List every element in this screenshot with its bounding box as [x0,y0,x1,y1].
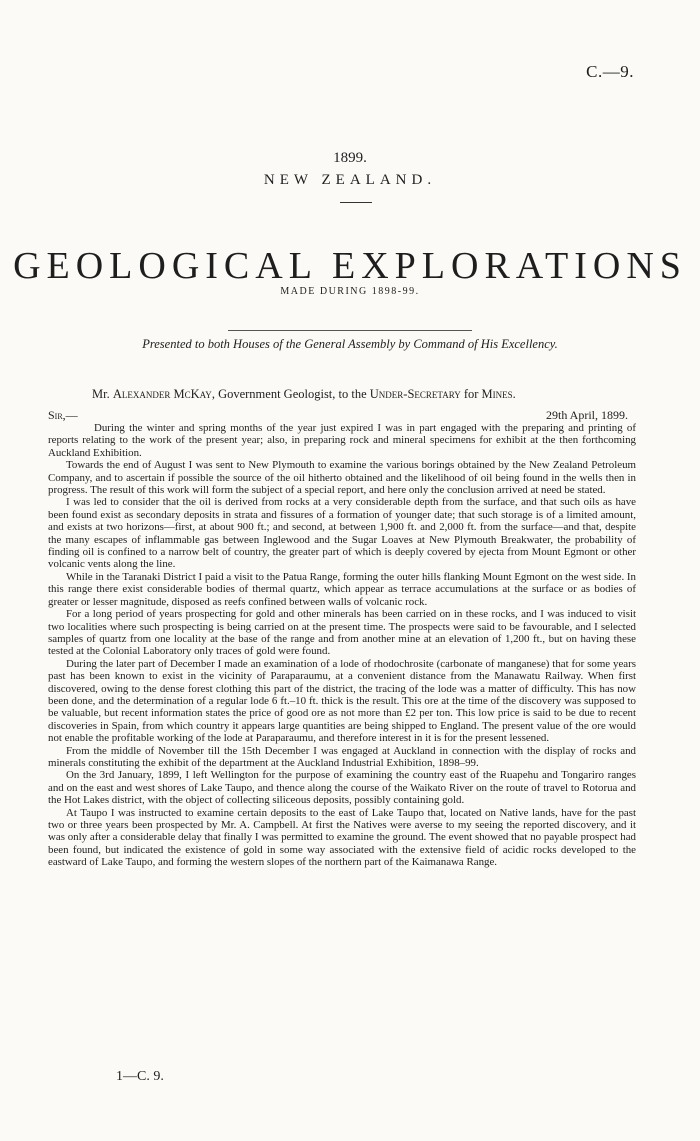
paragraph: During the later part of December I made an examination of a lode of rhodochrosite (carbonate of manganese) that for some years past has been known to exist in the vicinity of Paraparaumu, at a convenient distance from the Manawatu Railway. When first discovered, owing to the dense forest clothing this part of the district, the tracing of the lode was a matter of difficulty. This has now been done, and the determination of a regular lode 6 ft.–10 ft. thick is the result. This ore at the time of the discovery was supposed to be valuable, but recent information states the price of good ore as not more than £2 per ton. This low price is said to be due to recent discoveries in Spain, from which country it appears large quantities are being shipped to England. The present value of the ore would not enable the profitable working of the lode at Paraparaumu, and therefore interest in it is for the present lessened. [48,657,636,745]
address-middle: , Government Geologist, to the [211,387,370,401]
paper-reference: C.—9. [586,62,634,81]
paragraph: While in the Taranaki District I paid a visit to the Patua Range, forming the outer hills flanking Mount Egmont on the west side. In this range there exist considerable bodies of thermal quartz, which appear as terrace accumulations at the surface or as bodies of greater or lesser magnitude, disposed as reefs confined between walls of volcanic rock. [48,570,636,608]
paragraph: Towards the end of August I was sent to New Plymouth to examine the various borings obtained by the New Zealand Petroleum Company, and to ascertain if possible the source of the oil hitherto obtained and the likelihood of oil being found in the wells then in progress. The result of this work will form the subject of a special report, and here only the conclusion arrived at need be stated. [48,459,636,497]
address-end: . [512,387,516,401]
sender-name: Alexander McKay [112,387,212,401]
paragraph: For a long period of years prospecting for gold and other minerals has been carried on in these rocks, and I was induced to visit two localities where such prospecting is being carried on at the present time. The prospects were said to be favourable, and I selected samples of quartz from one locality at the base of the range and from another mine at an elevation of 1,200 ft., but on having these tested at the Colonial Laboratory only traces of gold were found. [48,608,636,658]
paragraph: From the middle of November till the 15th December I was engaged at Auckland in connection with the display of rocks and minerals constituting the exhibit of the department at the Auckland Industrial Exhibition, 1898–99. [48,744,636,769]
address-suffix: for [460,387,482,401]
document-subtitle: MADE DURING 1898-99. [280,286,420,297]
document-year: 1899. [333,150,367,166]
salutation: Sir,— [48,408,78,422]
paragraph: I was led to consider that the oil is derived from rocks at a very considerable depth from the surface, and that such oils as have been found exist as secondary deposits in strata and fissures of a formation of younger date; that such storage is of a limited amount, and exists at two horizons—first, at about 900 ft.; and second, at between 1,900 ft. and 2,000 ft. from the surface—and that, despite the many escapes of inflammable gas between Inglewood and the Sugar Loaves at New Plymouth Breakwater, the probability of finding oil is confined to a narrow belt of country, the greater part of which is deeply covered by ejecta from Mount Egmont or other volcanic vents along the line. [48,496,636,571]
divider-short [340,202,372,203]
letter-body [48,422,636,869]
divider-long [228,330,472,331]
recipient-title: Under-Secretary [369,387,461,401]
department-name: Mines [481,387,513,401]
paragraph: On the 3rd January, 1899, I left Wellington for the purpose of examining the country east of the Ruapehu and Tongariro ranges and on the east and west shores of Lake Taupo, and thence along the course of the Waikato River on the route of travel to Rotorua and the Hot Lakes district, with the object of collecting siliceous deposits, possibly containing gold. [48,769,636,807]
address-prefix: Mr. [92,387,113,401]
document-title: GEOLOGICAL EXPLORATIONS [13,245,687,287]
presented-line: Presented to both Houses of the General Assembly by Command of His Excellency. [142,337,558,351]
letter-address [92,387,516,402]
paragraph: During the winter and spring months of the year just expired I was in part engaged with the preparing and printing of reports relating to the work of the present year; also, in preparing rock and mineral specimens for exhibit at the then forthcoming Auckland Exhibition. [48,422,636,459]
paragraph: At Taupo I was instructed to examine certain deposits to the east of Lake Taupo that, located on Native lands, have for the past two or three years been prospected by Mr. A. Campbell. At first the Natives were averse to my seeing the reported discovery, and it was only after a considerable delay that finally I was permitted to examine the ground. The event showed that no payable prospect had been found, but indicated the existence of gold in some way associated with the extensive field of acidic rocks developed to the eastward of Lake Taupo, and forming the western slopes of the northern part of the Kaimanawa Range. [48,806,636,869]
letter-date: 29th April, 1899. [545,408,628,422]
sheet-signature-mark: 1—C. 9. [116,1069,164,1084]
country-heading: NEW ZEALAND. [263,172,437,188]
